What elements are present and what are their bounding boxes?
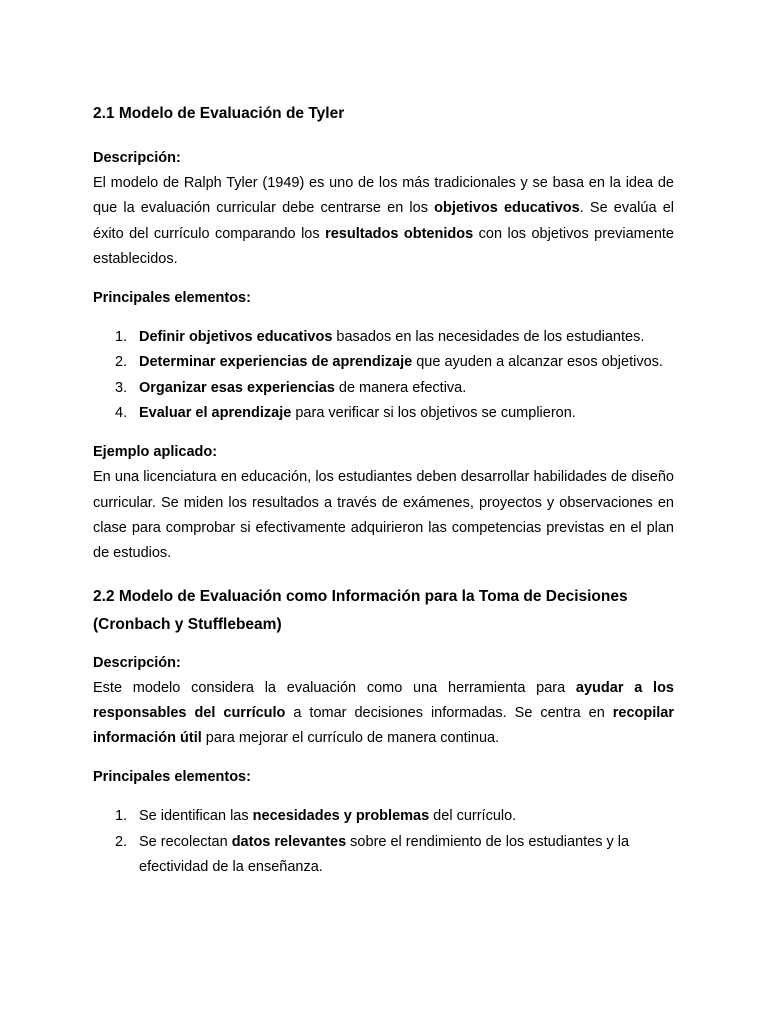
list-number: 2. <box>115 833 128 850</box>
text-run: de manera efectiva. <box>334 379 467 396</box>
bold-phrase: necesidades y problemas <box>252 808 430 825</box>
list-item <box>93 325 674 350</box>
bold-phrase: Organizar esas experiencias <box>139 379 335 396</box>
bold-phrase: objetivos educativos <box>434 200 580 217</box>
document-content <box>93 100 674 880</box>
text-run: a tomar decisiones informadas. Se centra en <box>285 704 613 721</box>
text-run: para verificar si los objetivos se cumplieron. <box>291 405 576 422</box>
text-run: que ayuden a alcanzar esos objetivos. <box>412 354 663 371</box>
list-number: 4. <box>115 405 128 422</box>
text-run: Este modelo considera la evaluación como una herramienta para <box>93 679 576 696</box>
text-run: El modelo de Ralph Tyler (1949) es uno de los más tradicionales y se basa en la idea de que la evaluación curricular debe centrarse en los <box>93 175 674 217</box>
list-number: 1. <box>115 329 128 346</box>
text-run: con los objetivos previamente establecidos. <box>93 225 674 267</box>
bold-phrase: ayudar a los responsables del currículo <box>93 679 675 721</box>
section-heading: 2.2 Modelo de Evaluación como Información para la Toma de Decisiones (Cronbach y Stufflebeam) <box>93 587 628 633</box>
list-item <box>93 350 674 375</box>
text-run: . Se evalúa el éxito del currículo comparando los <box>93 200 674 242</box>
section-heading: 2.1 Modelo de Evaluación de Tyler <box>93 105 345 122</box>
example-label: Ejemplo aplicado: <box>93 444 218 461</box>
description-label: Descripción: <box>93 654 181 671</box>
list-item <box>93 830 674 881</box>
list-item <box>93 376 674 401</box>
bold-phrase: resultados obtenidos <box>325 225 474 242</box>
description-paragraph <box>93 171 674 272</box>
text-run: Se identifican las <box>139 808 253 825</box>
text-run: para mejorar el currículo de manera continua. <box>201 730 500 747</box>
list-number: 1. <box>115 808 128 825</box>
description-paragraph <box>93 676 674 752</box>
bold-phrase: datos relevantes <box>231 833 347 850</box>
bold-phrase: Evaluar el aprendizaje <box>139 405 292 422</box>
text-run: sobre el rendimiento de los estudiantes y la efectividad de la enseñanza. <box>139 833 630 876</box>
bold-phrase: recopilar información útil <box>93 704 674 747</box>
elements-list <box>93 804 674 880</box>
elements-list <box>93 325 674 426</box>
elements-label: Principales elementos: <box>93 290 251 307</box>
bold-phrase: Determinar experiencias de aprendizaje <box>139 354 413 371</box>
list-number: 3. <box>115 379 128 396</box>
description-label: Descripción: <box>93 150 181 166</box>
list-number: 2. <box>115 354 128 371</box>
bold-phrase: Definir objetivos educativos <box>139 329 333 346</box>
text-run: Se recolectan <box>139 833 232 850</box>
example-paragraph: En una licenciatura en educación, los estudiantes deben desarrollar habilidades de diseño curricular. Se miden los resultados a través de exámenes, proyectos y observaciones en clase para comprobar si efectivamente adquirieron las competencias previstas en el plan de estudios. <box>93 469 674 562</box>
text-run: basados en las necesidades de los estudiantes. <box>332 329 645 346</box>
list-item <box>93 401 674 426</box>
elements-label: Principales elementos: <box>93 769 251 786</box>
list-item <box>93 804 674 829</box>
text-run: del currículo. <box>429 808 517 825</box>
